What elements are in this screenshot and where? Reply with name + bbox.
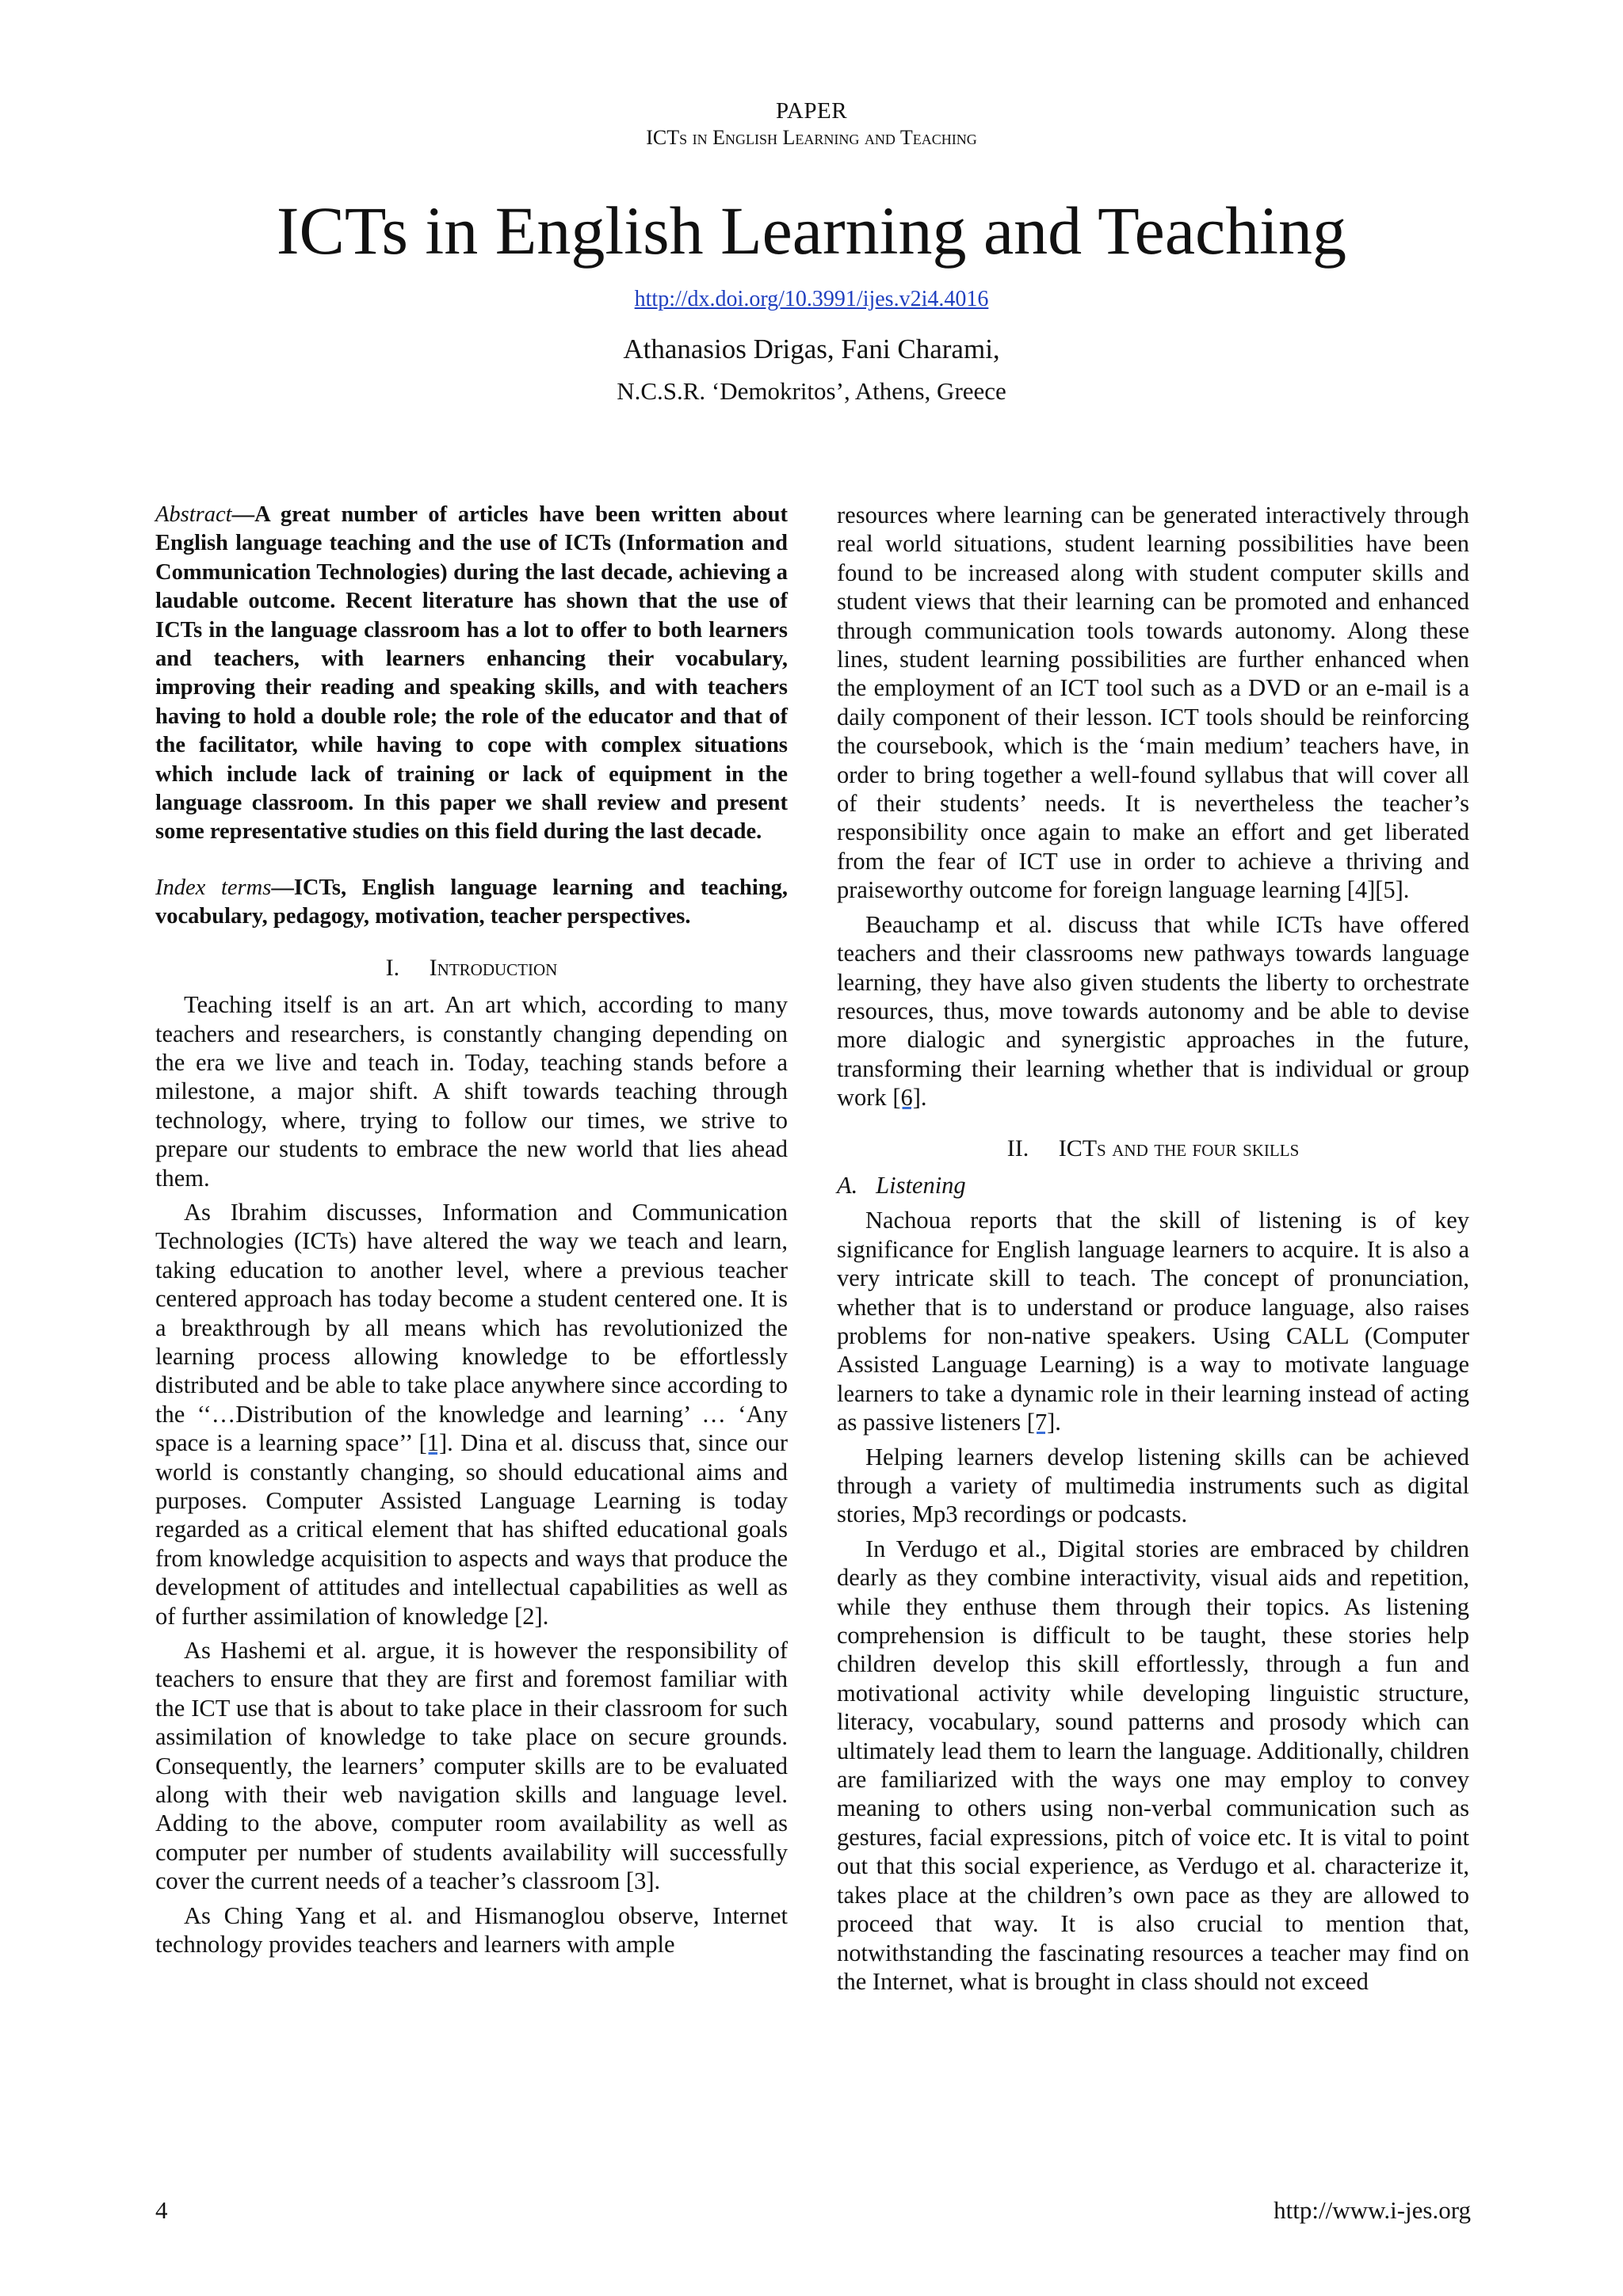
abstract-label: Abstract [155,502,232,527]
page-number: 4 [155,2196,168,2224]
index-terms-label: Index terms [155,875,272,900]
subsection-heading-listening: A. Listening [837,1171,966,1199]
intro-paragraph-3: As Hashemi et al. argue, it is however the responsibility of teachers to ensure that they are first and foremost familiar with the ICT use that is about to take place in their classroom for such assimilation of knowledge to take place on secure grounds. Consequently, the learners’ computer skills are to be evaluated along with their web navigation skills and language level. Adding to the above, computer room availability as well as computer per number of students availability will successfully cover the current needs of a teacher’s classroom [3]. [155,1637,788,1895]
section-title: ICTs and the four skills [1058,1135,1300,1161]
doi-link[interactable]: http://dx.doi.org/10.3991/ijes.v2i4.4016 [634,287,989,311]
left-column [155,501,788,1959]
intro-paragraph-2: As Ibrahim discusses, Information and Communication Technologies (ICTs) have altered the way we teach and learn, taking education to another level, where a previous teacher centered approach has today become a student centered one. It is a breakthrough by all means which has revolutionized the learning process allowing knowledge to be effortlessly distributed and be able to take place anywhere since according to the ‘‘…Distribution of the knowledge and learning’ … ‘Any space is a learning space’’ [1]. Dina et al. discuss that, since our world is constantly changing, so should educational aims and purposes. Computer Assisted Language Learning is today regarded as a critical element that has shifted educational goals from knowledge acquisition to aspects and ways that produce the development of attitudes and intellectual capabilities as well as of further assimilation of knowledge [2]. [155,1198,788,1630]
journal-url: http://www.i-jes.org [1274,2196,1471,2224]
citation-link[interactable]: [6] [892,1084,921,1112]
intro-paragraph-4-start: As Ching Yang et al. and Hismanoglou observe, Internet technology provides teachers and learners with ample [155,1901,788,1958]
listening-paragraph-1: Nachoua reports that the skill of listening is of key significance for English language learners to acquire. It is also a very intricate skill to teach. The concept of pronunciation, whether that is to understand or produce language, also raises problems for non-native speakers. Using CALL (Computer Assisted Language Learning) is a way to motivate language learners to take a dynamic role in their learning instead of acting as passive listeners [7]. [837,1207,1469,1436]
section-title: Introduction [429,954,558,981]
intro-paragraph-1: Teaching itself is an art. An art which, according to many teachers and researchers, is constantly changing depending on the era we live and teach in. Today, teaching stands before a milestone, a major shift. A shift towards teaching through technology, where, trying to follow our times, we strive to prepare our students to embrace the new world that lies ahead them. [155,991,788,1192]
section-heading-introduction [155,954,788,982]
listening-paragraph-3: In Verdugo et al., Digital stories are embraced by children dearly as they combine interactivity, visual aids and repetition, while they enthuse them through their topics. As listening comprehension is difficult to be taught, these stories help children develop this skill effortlessly, through a fun and motivational activity while developing linguistic structure, literacy, vocabulary, sound patterns and prosody which can ultimately lead them to learn the language. Additionally, children are familiarized with the ways one may employ to convey meaning to others using non-verbal communication such as gestures, facial expressions, pitch of voice etc. It is vital to point out that this social experience, as Verdugo et al. characterize it, takes place at the children’s own pace as they are allowed to proceed that way. It is also crucial to mention that, notwithstanding the fascinating resources a teacher may find on the Internet, what is brought in class should not exceed [837,1535,1469,1995]
intro-paragraph-5: Beauchamp et al. discuss that while ICTs have offered teachers and their classrooms new pathways towards language learning, they have also given students the liberty to orchestrate resources, thus, move towards autonomy and be able to devise more dialogic and synergistic approaches in the future, transforming their learning whether that is individual or group work [6]. [837,910,1469,1112]
affiliation: N.C.S.R. ‘Demokritos’, Athens, Greece [617,377,1006,405]
authors: Athanasios Drigas, Fani Charami, [623,334,1000,364]
section-number: I. [385,954,400,981]
intro-paragraph-4-continued: resources where learning can be generated interactively through real world situations, student learning possibilities have been found to be increased along with student computer skills and student views that their learning can be promoted and enhanced through communication tools towards autonomy. Along these lines, student learning possibilities are further enhanced when the employment of an ICT tool such as a DVD or an e-mail is a daily component of their lesson. ICT tools should be reinforcing the coursebook, which is the ‘main medium’ teachers have, in order to bring together a well-found syllabus that will cover all of their students’ needs. It is nevertheless the teacher’s responsibility once again to make an effort and get liberated from the fear of ICT use in order to achieve a thriving and praiseworthy outcome for foreign language learning [4][5]. [837,502,1469,904]
right-column [837,501,1469,1996]
citation-link[interactable]: [1] [418,1429,448,1457]
doi-line [0,285,1623,314]
abstract-text: —A great number of articles have been written about English language teaching and the use of ICTs (Information and Communication Technologies) during the last decade, achieving a laudable outcome. Recent literature has shown that the use of ICTs in the language classroom has a lot to offer to both learners and teachers, with learners enhancing their vocabulary, improving their reading and speaking skills, and with teachers having to hold a double role; the role of the educator and that of the facilitator, while having to cope with complex situations which include lack of training or lack of equipment in the language classroom. In this paper we shall review and present some representative studies on this field during the last decade. [155,502,788,845]
citation-link[interactable]: [7] [1026,1409,1056,1436]
index-terms [155,874,788,932]
index-terms-text: —ICTs, English language learning and teaching, vocabulary, pedagogy, motivation, teacher perspectives. [155,875,788,929]
running-title: ICTs in English Learning and Teaching [646,126,977,149]
paper-title: ICTs in English Learning and Teaching [276,193,1347,269]
section-number: II. [1006,1135,1029,1161]
running-header [0,98,1623,151]
paper-label: PAPER [775,98,848,124]
abstract [155,501,788,847]
section-heading-four-skills [837,1135,1469,1163]
listening-paragraph-2: Helping learners develop listening skills can be achieved through a variety of multimedia instruments such as digital stories, Mp3 recordings or podcasts. [837,1443,1469,1528]
